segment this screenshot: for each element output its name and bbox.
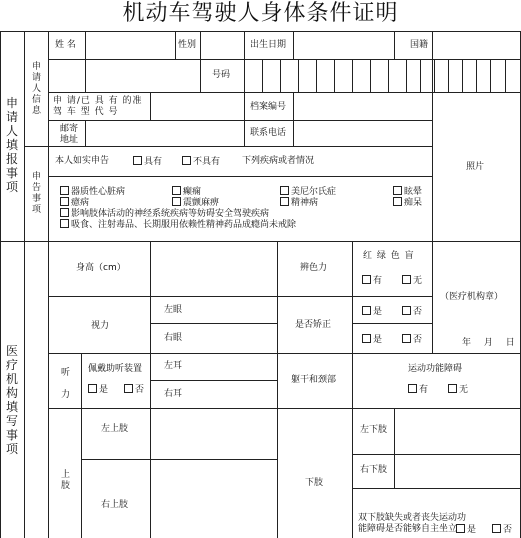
motor-impairment-label: 运动功能障碍 (408, 364, 463, 374)
checkbox[interactable] (492, 524, 501, 533)
left-upper-label: 左上肢 (101, 424, 129, 434)
cell-line (244, 31, 245, 59)
corrected-right-no[interactable]: 否 (402, 334, 422, 346)
file-number-label: 档案编号 (250, 102, 287, 112)
digit-box (448, 59, 449, 92)
trunk-neck-label: 躯干和颈部 (291, 375, 337, 385)
med-row (352, 488, 520, 489)
vision-label: 视力 (91, 321, 110, 331)
hearing-label: 听力 (61, 368, 71, 400)
color-blind-no[interactable]: 无 (402, 275, 422, 287)
group-divider (48, 31, 49, 241)
checkbox[interactable] (456, 524, 465, 533)
row-line-4 (24, 146, 432, 147)
digit-box (476, 59, 477, 92)
right-lower-label: 右下肢 (360, 465, 388, 475)
row-line-2 (48, 92, 432, 93)
checkbox[interactable] (182, 156, 191, 165)
declaration-suffix: 下列疾病或者情况 (242, 156, 315, 166)
checkbox[interactable] (393, 186, 402, 195)
digit-box (388, 59, 389, 92)
photo-label: 照片 (466, 162, 485, 172)
condition-dementia[interactable]: 痴呆 (393, 197, 422, 209)
checkbox[interactable] (393, 197, 402, 206)
digit-box (352, 59, 353, 92)
corrected-label: 是否矫正 (295, 320, 332, 330)
cell-line (85, 120, 86, 146)
checkbox[interactable] (124, 384, 133, 393)
med-row (150, 380, 277, 381)
left-lower-label: 左下肢 (360, 425, 388, 435)
declaration-yes[interactable]: 具有 (133, 156, 162, 168)
med-row (352, 323, 432, 324)
checkbox[interactable] (172, 186, 181, 195)
digit-box (298, 59, 299, 92)
declaration-intro: 本人如实申告 (55, 156, 110, 166)
hearing-aid-no[interactable]: 否 (124, 384, 144, 396)
right-upper-label: 右上肢 (101, 500, 129, 510)
checkbox[interactable] (60, 186, 69, 195)
checkbox[interactable] (172, 197, 181, 206)
condition-paralysis[interactable]: 震颤麻痹 (172, 197, 219, 209)
upper-limb-label: 上肢 (61, 470, 71, 491)
phone-label: 联系电话 (250, 128, 287, 138)
postal-address-label: 邮寄地址 (60, 124, 79, 145)
med-col-sub (81, 408, 82, 538)
condition-meniere[interactable]: 美尼尔氏症 (280, 186, 336, 198)
digit-row-line (432, 92, 520, 93)
condition-hysteria[interactable]: 癔病 (60, 197, 89, 209)
condition-neuro[interactable]: 影响肢体活动的神经系统疾病等妨碍安全驾驶疾病 (60, 208, 269, 220)
stamp-date: 年 月 日 (462, 338, 515, 348)
left-eye-label: 左眼 (164, 305, 183, 315)
cell-line (244, 92, 245, 146)
medical-section-label: 医疗机构填写事项 (5, 344, 18, 456)
section-divider (24, 31, 25, 538)
lower-limb-label: 下肢 (305, 478, 324, 488)
condition-heart[interactable]: 器质性心脏病 (60, 186, 125, 198)
checkbox[interactable] (448, 384, 457, 393)
digit-box (406, 59, 407, 92)
cell-line (293, 92, 294, 146)
digit-box (490, 59, 491, 92)
checkbox[interactable] (402, 275, 411, 284)
med-col-sub (81, 353, 82, 408)
form-title: 机动车驾驶人身体条件证明 (122, 1, 399, 26)
institution-stamp: （医疗机构章） (440, 292, 504, 302)
checkbox[interactable] (60, 197, 69, 206)
med-col-2 (150, 241, 151, 538)
digit-box (316, 59, 317, 92)
corrected-right-yes[interactable]: 是 (362, 334, 382, 346)
checkbox[interactable] (133, 156, 142, 165)
cell-line (85, 31, 86, 92)
med-col-5 (432, 241, 433, 353)
color-blind-label: 红 绿 色 盲 (363, 251, 415, 261)
cell-line (244, 59, 245, 92)
corrected-left-no[interactable]: 否 (402, 306, 422, 318)
hearing-aid-yes[interactable]: 是 (88, 384, 108, 396)
digit-box (334, 59, 335, 92)
name-label: 姓 名 (55, 40, 76, 50)
checkbox[interactable] (60, 208, 69, 217)
checkbox[interactable] (362, 306, 371, 315)
cell-line (175, 31, 176, 59)
condition-epilepsy[interactable]: 癫痫 (172, 186, 201, 198)
applicant-section-label: 申请人填报事项 (5, 96, 18, 194)
checkbox[interactable] (408, 384, 417, 393)
color-blind-yes[interactable]: 有 (362, 275, 382, 287)
motor-impairment-no[interactable]: 无 (448, 384, 468, 396)
right-eye-label: 右眼 (164, 333, 183, 343)
declaration-label: 申告事项 (31, 172, 41, 215)
applicant-info-label: 申请人信息 (31, 62, 41, 116)
cell-line (200, 59, 201, 92)
digit-box (462, 59, 463, 92)
frame-left (0, 31, 1, 538)
cell-line (150, 92, 151, 120)
checkbox[interactable] (402, 334, 411, 343)
digit-row-line (432, 59, 520, 60)
condition-vertigo[interactable]: 眩晕 (393, 186, 422, 198)
digit-box (280, 59, 281, 92)
row-line-1 (48, 59, 432, 60)
digit-box (262, 59, 263, 92)
med-col-1 (48, 241, 49, 538)
id-number-label: 号码 (212, 70, 231, 80)
med-row (48, 296, 432, 297)
declaration-no[interactable]: 不具有 (182, 156, 220, 168)
gender-label: 性别 (178, 40, 197, 50)
cell-line (293, 31, 294, 59)
cell-line (200, 31, 201, 59)
license-type-label: 申 请/已 具 有 的准 驾 车 型 代 号 (53, 96, 143, 117)
motor-impairment-yes[interactable]: 有 (408, 384, 428, 396)
checkbox[interactable] (362, 275, 371, 284)
condition-drugs[interactable]: 吸食、注射毒品、长期服用依赖性精神药品成瘾尚未戒除 (60, 219, 296, 231)
digit-box (434, 59, 435, 92)
photo-divider (432, 31, 433, 241)
checkbox[interactable] (60, 219, 69, 228)
condition-mental[interactable]: 精神病 (280, 197, 318, 209)
med-row (150, 323, 277, 324)
checkbox[interactable] (362, 334, 371, 343)
digit-box (370, 59, 371, 92)
checkbox[interactable] (402, 306, 411, 315)
med-col-4 (352, 241, 353, 538)
color-discrimination-label: 辨色力 (300, 263, 328, 273)
digit-box (420, 59, 421, 92)
med-row (48, 408, 520, 409)
frame-top (0, 31, 520, 32)
row-line-3 (48, 120, 432, 121)
section-line (0, 241, 520, 242)
corrected-left-yes[interactable]: 是 (362, 306, 382, 318)
med-col-sub (394, 408, 395, 488)
checkbox[interactable] (280, 186, 289, 195)
cell-line (394, 31, 395, 59)
height-label: 身高（cm） (76, 263, 126, 273)
row-line-5 (48, 176, 432, 177)
nationality-label: 国籍 (410, 40, 429, 50)
med-row (81, 459, 277, 460)
sit-unassisted-no[interactable]: 否 (492, 524, 512, 536)
checkbox[interactable] (280, 197, 289, 206)
med-row (48, 353, 520, 354)
lower-limb-note: 双下肢缺失或者丧失运动功能障碍是否能够自主坐立 (358, 513, 467, 534)
right-ear-label: 右耳 (164, 389, 183, 399)
digit-box (505, 59, 506, 92)
med-row (352, 454, 520, 455)
hearing-aid-label: 佩戴助听装置 (88, 364, 143, 374)
left-ear-label: 左耳 (164, 361, 183, 371)
sit-unassisted-yes[interactable]: 是 (456, 524, 476, 536)
checkbox[interactable] (88, 384, 97, 393)
med-col-3 (277, 241, 278, 538)
birth-date-label: 出生日期 (250, 40, 287, 50)
